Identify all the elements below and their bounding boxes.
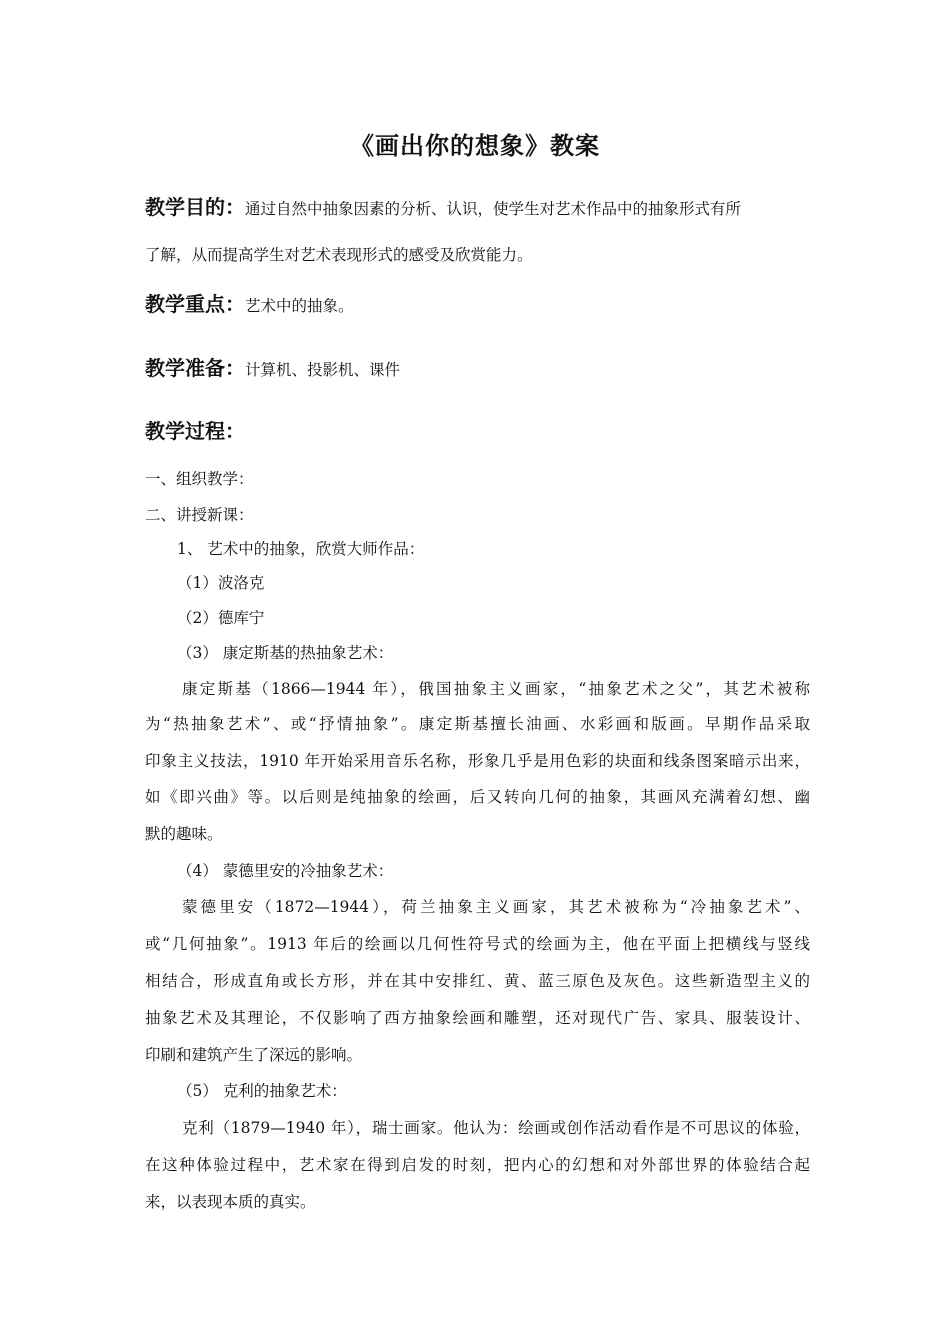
item-kandinsky: （3） 康定斯基的热抽象艺术： [177,644,394,662]
kandinsky-para-line2: 为“热抽象艺术”、或“抒情抽象”。康定斯基擅长油画、水彩画和版画。早期作品采取 [145,715,810,733]
mondrian-para-line4: 抽象艺术及其理论，不仅影响了西方抽象绘画和雕塑，还对现代广告、家具、服装设计、 [145,1009,810,1027]
prep-text: 计算机、投影机、课件 [245,361,401,379]
kandinsky-para-line4: 如《即兴曲》等。以后则是纯抽象的绘画，后又转向几何的抽象，其画风充满着幻想、幽 [145,788,810,806]
mondrian-para-line3: 相结合，形成直角或长方形，并在其中安排红、黄、蓝三原色及灰色。这些新造型主义的 [145,972,810,990]
sub-step-abstract-art: 1、 艺术中的抽象，欣赏大师作品： [177,540,425,558]
objective-section [145,196,810,220]
process-section [145,420,810,444]
prep-label: 教学准备： [145,356,245,380]
objective-text-line2: 了解，从而提高学生对艺术表现形式的感受及欣赏能力。 [145,246,533,264]
document-title: 《画出你的想象》教案 [350,131,600,160]
focus-section [145,293,810,317]
kandinsky-para-line5: 默的趣味。 [145,825,223,843]
klee-para-line2: 在这种体验过程中，艺术家在得到启发的时刻，把内心的幻想和对外部世界的体验结合起 [145,1156,810,1174]
process-label: 教学过程： [145,419,245,443]
mondrian-para-line1: 蒙德里安（1872—1944），荷兰抽象主义画家，其艺术被称为“冷抽象艺术”、 [182,898,810,916]
step-teach: 二、讲授新课： [145,506,254,524]
klee-para-line3: 来，以表现本质的真实。 [145,1193,316,1211]
kandinsky-para-line1: 康定斯基（1866—1944 年），俄国抽象主义画家，“抽象艺术之父”，其艺术被称 [182,680,810,698]
item-de-kooning: （2）德库宁 [177,609,265,627]
klee-para-line1: 克利（1879—1940 年），瑞士画家。他认为：绘画或创作活动看作是不可思议的体验， [182,1119,810,1137]
objective-text-line1: 通过自然中抽象因素的分析、认识，使学生对艺术作品中的抽象形式有所 [245,200,742,218]
objective-label: 教学目的： [145,195,245,219]
step-organize: 一、组织教学： [145,470,254,488]
item-mondrian: （4） 蒙德里安的冷抽象艺术： [177,862,394,880]
mondrian-para-line2: 或“几何抽象”。1913 年后的绘画以几何性符号式的绘画为主，他在平面上把横线与竖线 [145,935,810,953]
item-klee: （5） 克利的抽象艺术： [177,1082,347,1100]
focus-label: 教学重点： [145,292,245,316]
mondrian-para-line5: 印刷和建筑产生了深远的影响。 [145,1046,363,1064]
focus-text: 艺术中的抽象。 [245,297,354,315]
item-pollock: （1）波洛克 [177,574,265,592]
kandinsky-para-line3: 印象主义技法，1910 年开始采用音乐名称，形象几乎是用色彩的块面和线条图案暗示出来， [145,752,810,770]
prep-section [145,357,810,381]
